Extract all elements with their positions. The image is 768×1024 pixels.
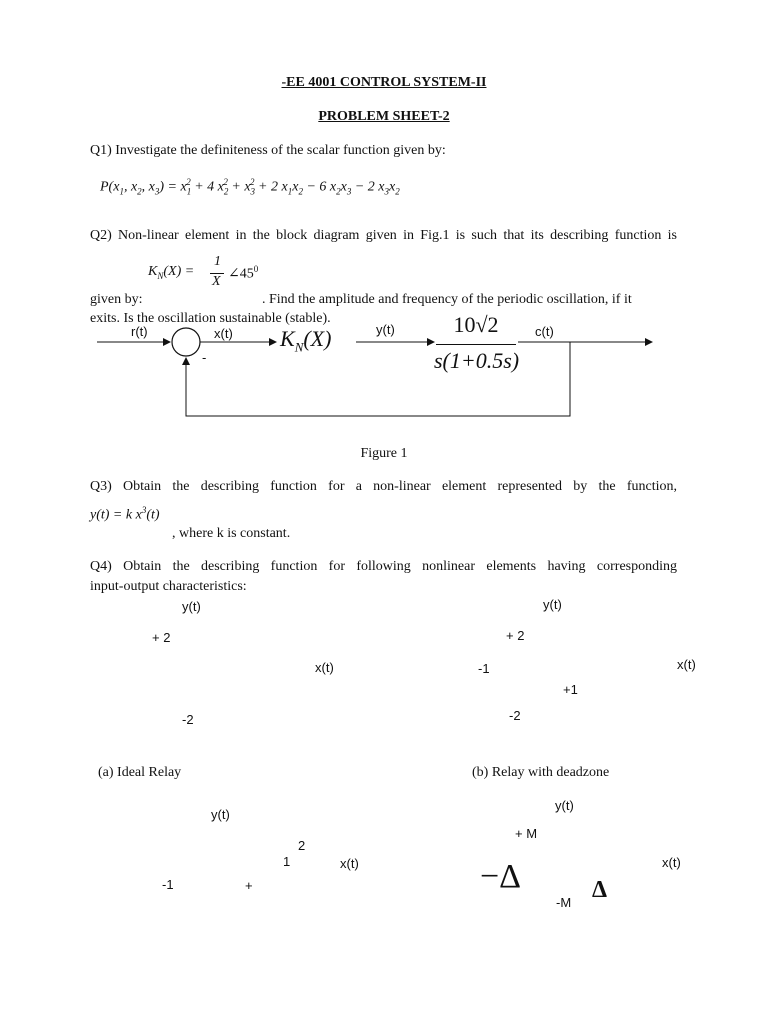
transfer-function: 10√2 s(1+0.5s) xyxy=(434,312,520,373)
q4-text-line2: input-output characteristics: xyxy=(90,579,247,594)
plot-a-x-axis: x(t) xyxy=(315,660,334,675)
plot-d-bottom-value: -M xyxy=(556,895,572,910)
plot-b-y-axis: y(t) xyxy=(543,597,562,612)
q4-text: Q4) Obtain the describing function for following nonlinear elements having corresponding xyxy=(90,559,677,574)
q1-formula: $P(x_1$, $x_2$, $x_3) = x_1^2 + 4$ $x_2^2 + x_3^2 + 2$ $x_1x_2 - 6$ $x_2x_3 - 2$ $x_3x_2$ xyxy=(100,177,400,197)
plot-d-neg-delta: −Δ xyxy=(480,858,522,895)
plot-b-bottom-value: -2 xyxy=(509,708,521,723)
x-label: x(t) xyxy=(214,326,233,341)
plot-b-caption: (b) Relay with deadzone xyxy=(472,765,610,780)
plot-a-caption: (a) Ideal Relay xyxy=(98,765,182,780)
sheet-title: PROBLEM SHEET-2 xyxy=(318,109,450,124)
plot-c-value-2: 2 xyxy=(298,838,306,853)
q3-text: Q3) Obtain the describing function for a non-linear element represented by the function, xyxy=(90,479,677,494)
minus-sign: - xyxy=(202,350,207,365)
nonlinear-block: $K_N(X)$ xyxy=(280,326,332,355)
y-label: y(t) xyxy=(376,322,395,337)
plot-c-y-axis: y(t) xyxy=(211,807,230,822)
plot-a-y-axis: y(t) xyxy=(182,599,201,614)
q2-given-by: given by: xyxy=(90,292,143,307)
q2-line3: exits. Is the oscillation sustainable (stable). xyxy=(90,311,331,326)
plot-d-x-axis: x(t) xyxy=(662,855,681,870)
summing-junction xyxy=(172,328,200,356)
q2-text: Q2) Non-linear element in the block diagram given in Fig.1 is such that its describing function is xyxy=(90,228,677,243)
plot-d-top-value: + M xyxy=(515,826,538,841)
r-label: r(t) xyxy=(131,324,148,339)
course-title: -EE 4001 CONTROL SYSTEM-II xyxy=(281,75,487,90)
plot-b-right-value: +1 xyxy=(563,682,578,697)
q3-suffix: , where k is constant. xyxy=(172,526,291,541)
plot-c-x-axis: x(t) xyxy=(340,856,359,871)
c-label: c(t) xyxy=(535,324,554,339)
plot-b-left-value: -1 xyxy=(478,661,490,676)
q1-text: Q1) Investigate the definiteness of the scalar function given by: xyxy=(90,143,446,158)
plot-c-plus: + xyxy=(245,878,253,893)
plot-a-top-value: + 2 xyxy=(152,630,171,645)
figure-caption: Figure 1 xyxy=(360,446,408,461)
plot-d-delta: Δ xyxy=(592,877,608,903)
plot-c-value-1: 1 xyxy=(283,854,291,869)
q2-line2: . Find the amplitude and frequency of the periodic oscillation, if it xyxy=(262,292,632,307)
q3-formula: y(t) = k $x^3(t)$ xyxy=(90,505,160,523)
plot-b-x-axis: x(t) xyxy=(677,657,696,672)
plot-b-top-value: + 2 xyxy=(506,628,525,643)
plot-c-left-value: -1 xyxy=(162,877,174,892)
plot-a-bottom-value: -2 xyxy=(182,712,194,727)
plot-d-y-axis: y(t) xyxy=(555,798,574,813)
